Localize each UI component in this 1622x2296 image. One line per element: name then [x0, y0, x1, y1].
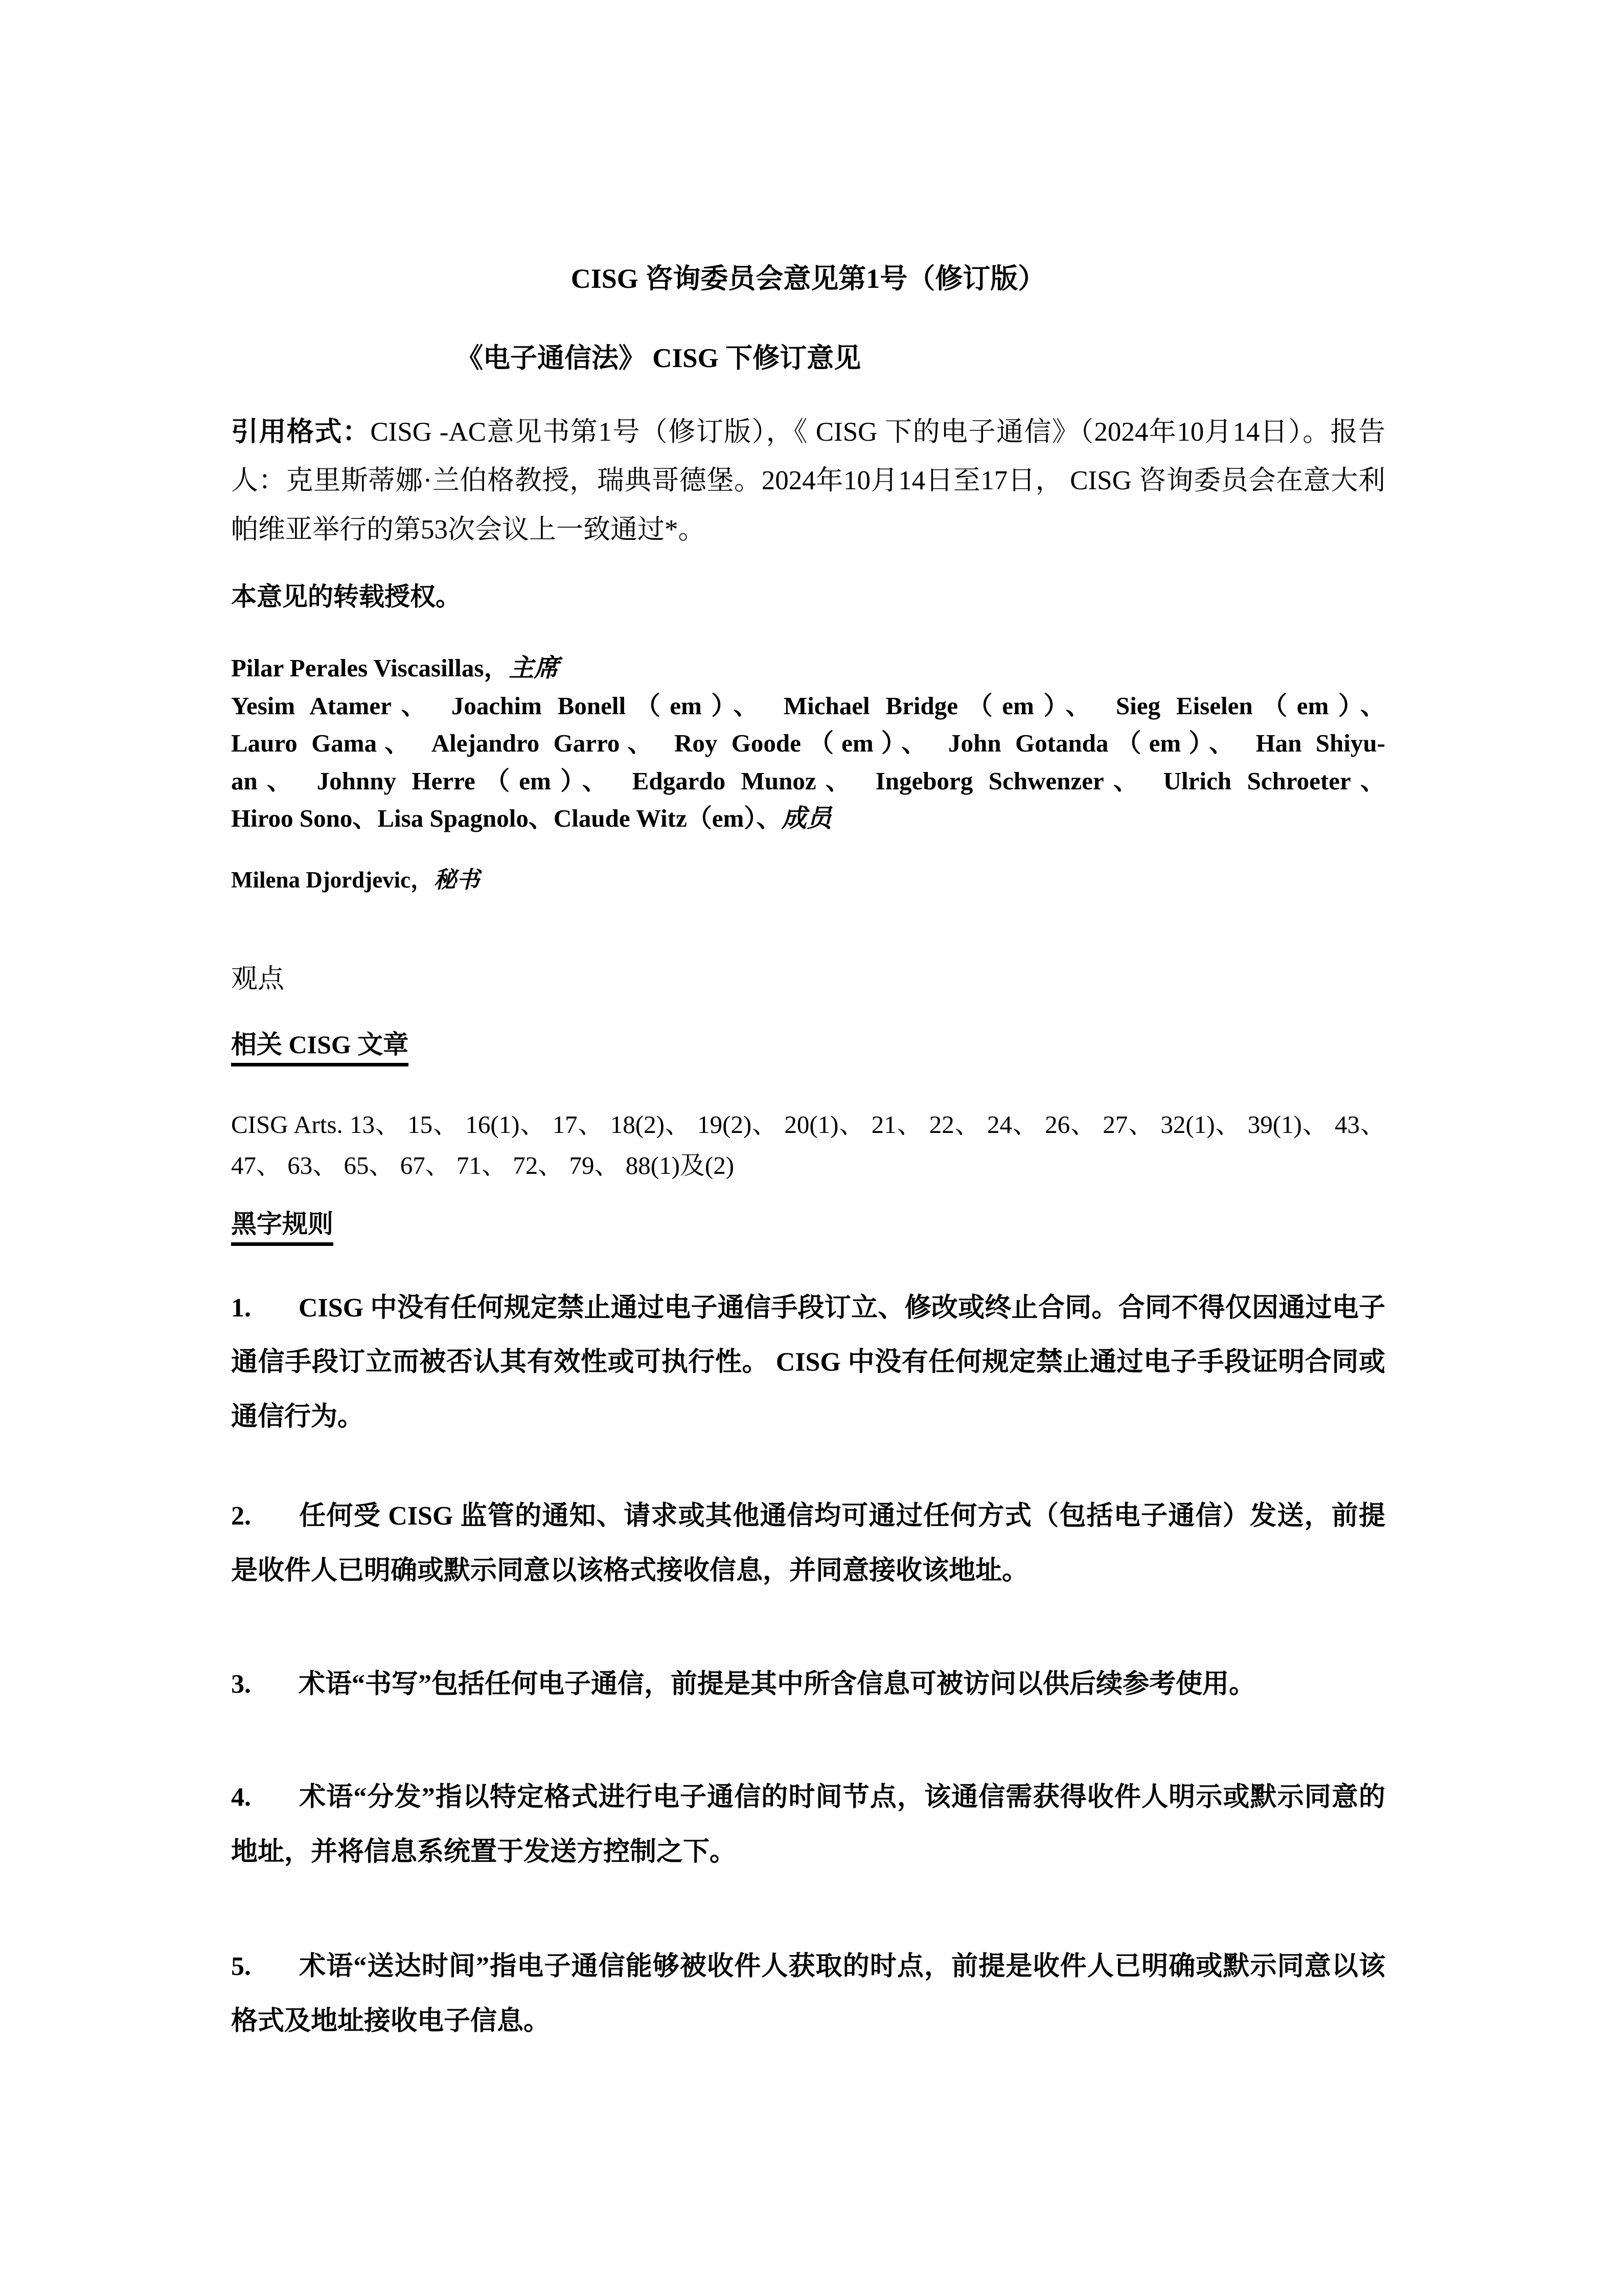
members-role: 成员 — [781, 804, 832, 833]
members-line-4-names: Hiroo Sono、Lisa Spagnolo、Claude Witz（em）、 — [231, 804, 782, 833]
related-articles-list: CISG Arts. 13、 15、 16(1)、 17、 18(2)、 19(2)、 20(1)、 21、 22、 24、 26、 27、 32(1)、 39(1)、 43、 47、 63、 65、 67、 71、 72、 79、 88(1)及(2) — [231, 1110, 1385, 1179]
related-articles-heading: 相关 CISG 文章 — [231, 1029, 1385, 1061]
chair-line — [231, 649, 1385, 687]
chair-role: 主席 — [509, 654, 559, 683]
secretary-name: Milena Djordjevic， — [231, 867, 434, 893]
rule-4 — [231, 1770, 1385, 1879]
secretary-role: 秘书 — [433, 867, 480, 893]
citation-label: 引用格式： — [231, 417, 371, 447]
document-title: CISG 咨询委员会意见第1号（修订版） — [570, 263, 1046, 294]
members-line-2: Lauro Gama、 Alejandro Garro、 Roy Goode（em）、 John Gotanda（em）、 Han Shiyu- — [231, 729, 1385, 758]
rule-4-number: 4. — [231, 1783, 251, 1812]
opinion-section-heading: 观点 — [231, 964, 285, 994]
rule-3-text: 术语“书写”包括任何电子通信，前提是其中所含信息可被访问以供后续参考使用。 — [299, 1669, 1256, 1699]
citation-paragraph — [231, 408, 1385, 554]
rule-4-text: 术语“分发”指以特定格式进行电子通信的时间节点，该通信需获得收件人明示或默示同意的地址，并将信息系统置于发送方控制之下。 — [231, 1783, 1385, 1867]
rule-1-text: CISG 中没有任何规定禁止通过电子通信手段订立、修改或终止合同。合同不得仅因通过电子通信手段订立而被否认其有效性或可执行性。 CISG 中没有任何规定禁止通过电子手段证明合同或通信行为。 — [231, 1293, 1385, 1431]
rule-3-number: 3. — [231, 1669, 251, 1699]
reprint-authorization-note: 本意见的转载授权。 — [231, 582, 461, 611]
members-line-1: Yesim Atamer、 Joachim Bonell（em）、 Michael Bridge（em）、 Sieg Eiselen（em）、 — [231, 691, 1385, 720]
rule-5-text: 术语“送达时间”指电子通信能够被收件人获取的时点，前提是收件人已明确或默示同意以该格式及地址接收电子信息。 — [231, 1952, 1385, 2036]
rule-2-number: 2. — [231, 1502, 251, 1531]
rule-1 — [231, 1281, 1385, 1445]
black-letter-rules-heading: 黑字规则 — [231, 1208, 1385, 1240]
document-content — [231, 0, 1385, 2049]
rule-2-text: 任何受 CISG 监管的通知、请求或其他通信均可通过任何方式（包括电子通信）发送，前提是收件人已明确或默示同意以该格式接收信息，并同意接收该地址。 — [231, 1502, 1385, 1586]
rule-2 — [231, 1489, 1385, 1598]
members-line-3: an、 Johnny Herre（em）、 Edgardo Munoz、 Ingeborg Schwenzer、 Ulrich Schroeter、 — [231, 766, 1385, 795]
document-subtitle: 《电子通信法》 CISG 下修订意见 — [456, 343, 861, 373]
chair-name: Pilar Perales Viscasillas， — [231, 654, 509, 683]
rule-5-number: 5. — [231, 1952, 251, 1982]
rule-1-number: 1. — [231, 1293, 251, 1323]
rule-5 — [231, 1940, 1385, 2049]
members-list — [231, 687, 1385, 837]
rule-3 — [231, 1657, 1385, 1712]
secretary-line — [231, 864, 1385, 896]
citation-body: CISG -AC意见书第1号（修订版），《 CISG 下的电子通信》（2024年10月14日）。报告人：克里斯蒂娜·兰伯格教授，瑞典哥德堡。2024年10月14日至17日， CISG 咨询委员会在意大利帕维亚举行的第53次会议上一致通过*。 — [231, 417, 1386, 544]
members-line-4 — [231, 800, 1385, 837]
